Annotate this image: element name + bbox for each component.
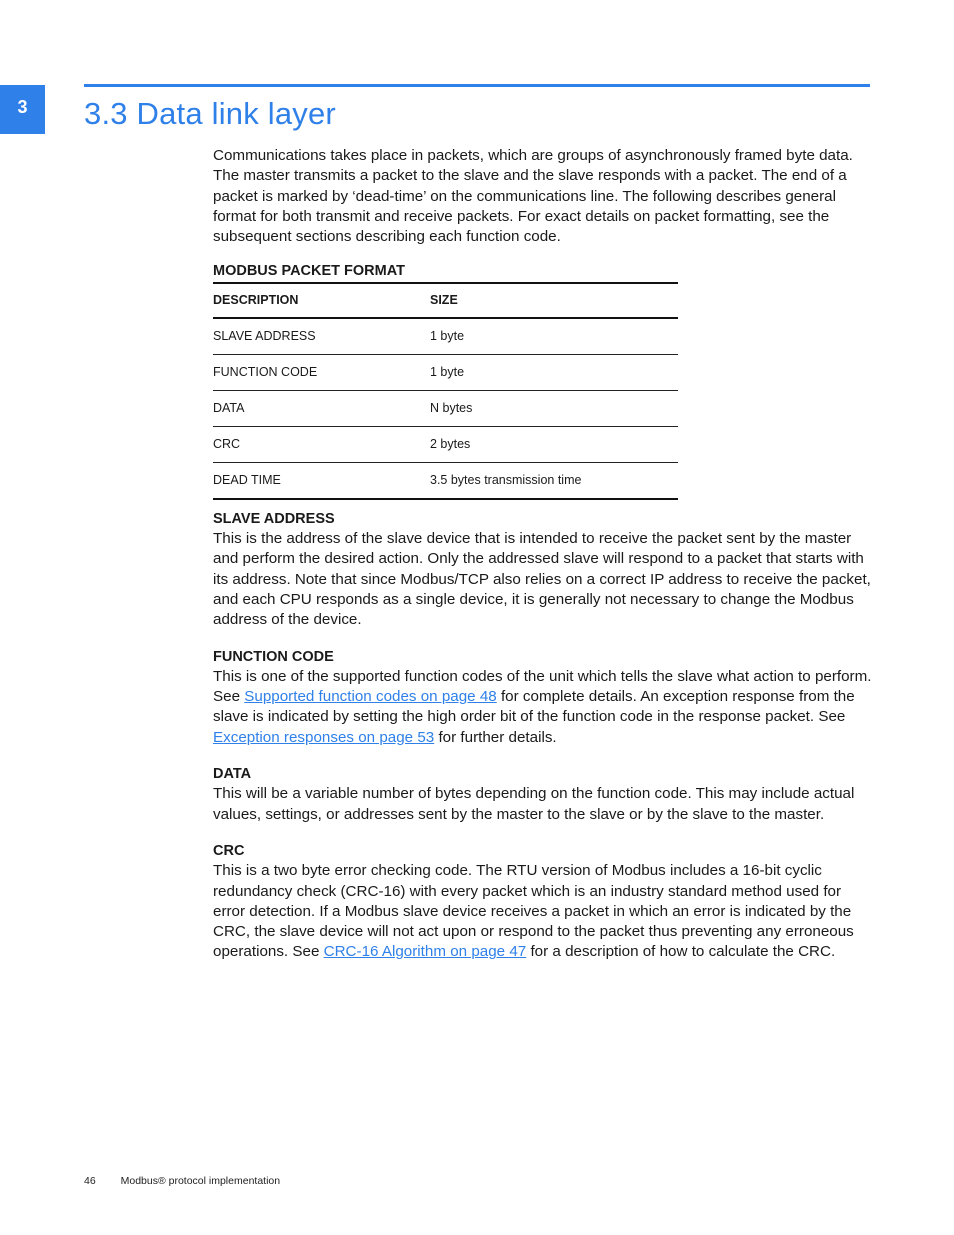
cell-size: 1 byte (430, 318, 678, 355)
function-code-text (213, 667, 873, 748)
cell-description: FUNCTION CODE (213, 354, 430, 390)
page-number: 46 (84, 1175, 96, 1187)
data-text: This will be a variable number of bytes depending on the function code. This may include actual values, settings, or addresses sent by the master to the slave or by the slave to the master. (213, 785, 855, 823)
crc-algorithm-link[interactable]: CRC-16 Algorithm on page 47 (323, 943, 527, 961)
function-code-text-part: This is one of the supported function codes of the unit which tells the slave what action to perform. See (213, 667, 872, 706)
cell-size: 1 byte (430, 354, 678, 390)
slave-address-text: This is the address of the slave device that is intended to receive the packet sent by the master and perform the desired action. Only the addressed slave will respond to a packet that starts with its address. Note that since Modbus/TCP also relies on a correct IP address to receive the packet, and each CPU responds as a single device, it is generally not necessary to change the Modbus address of the device. (213, 530, 871, 629)
cell-description: DEAD TIME (213, 473, 281, 488)
column-header-size: SIZE (430, 283, 678, 318)
data-heading: DATA (213, 766, 252, 783)
function-code-heading: FUNCTION CODE (213, 648, 334, 665)
cell-size: 3.5 bytes transmission time (430, 473, 582, 488)
document-title: Modbus® protocol implementation (120, 1175, 281, 1187)
table-title: MODBUS PACKET FORMAT (213, 263, 405, 280)
cell-description: CRC (213, 426, 430, 462)
page-footer (84, 1175, 280, 1187)
section-title: 3.3 Data link layer (84, 96, 336, 131)
slave-address-section (213, 509, 873, 631)
table-row (213, 354, 678, 390)
column-header-description: DESCRIPTION (213, 283, 430, 318)
function-code-text-part: for complete details. An exception response from the slave is indicated by setting the high order bit of the function code in the response packet. See (213, 688, 855, 726)
table-row (213, 462, 678, 499)
table-row (213, 390, 678, 426)
section-rule (84, 84, 870, 87)
crc-section (213, 841, 873, 963)
crc-text (213, 861, 873, 962)
supported-function-codes-link[interactable]: Supported function codes on page 48 (244, 688, 497, 706)
crc-heading: CRC (213, 842, 245, 859)
chapter-tab: 3 (0, 85, 45, 134)
table-row (213, 426, 678, 462)
page-content (213, 146, 873, 963)
exception-responses-link[interactable]: Exception responses on page 53 (213, 728, 435, 746)
crc-text-part: for a description of how to calculate the CRC. (526, 943, 836, 961)
cell-description: SLAVE ADDRESS (213, 318, 430, 355)
packet-format-table (213, 282, 678, 500)
cell-description: DATA (213, 390, 430, 426)
crc-text-part: This is a two byte error checking code. The RTU version of Modbus includes a 16-bit cyclic redundancy check (CRC-16) with every packet which is an industry standard method used for error detection. If a Modbus slave device receives a packet in which an error is indicated by the CRC, the slave device will not act upon or respond to the packet thus preventing any erroneous operations. See (213, 862, 854, 961)
data-section (213, 764, 873, 825)
intro-paragraph: Communications takes place in packets, which are groups of asynchronously framed byte data. The master transmits a packet to the slave and the slave responds with a packet. The end of a packet is marked by ‘dead-time’ on the communications line. The following describes general format for both transmit and receive packets. For exact details on packet formatting, see the subsequent sections describing each function code. (213, 147, 853, 246)
function-code-section (213, 647, 873, 748)
table-header-row (213, 283, 678, 318)
cell-size: N bytes (430, 390, 678, 426)
table-row (213, 318, 678, 355)
cell-size: 2 bytes (430, 426, 678, 462)
function-code-text-part: for further details. (434, 728, 557, 746)
slave-address-heading: SLAVE ADDRESS (213, 510, 335, 527)
